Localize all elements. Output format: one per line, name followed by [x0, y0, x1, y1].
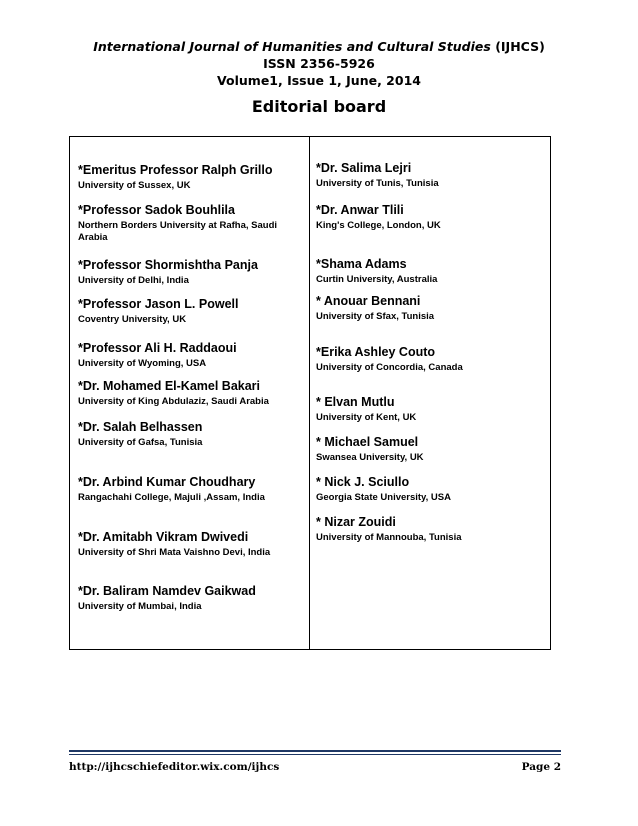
member-name: *Professor Sadok Bouhlila: [78, 203, 235, 217]
journal-header: [0, 38, 638, 89]
journal-abbrev: (IJHCS): [495, 39, 545, 54]
member-name: *Dr. Arbind Kumar Choudhary: [78, 475, 256, 489]
journal-title: International Journal of Humanities and Cultural Studies: [93, 39, 491, 54]
member-name: *Shama Adams: [316, 257, 407, 271]
board-member-left: [78, 379, 303, 408]
board-member-left: [78, 163, 303, 192]
page-footer: [69, 750, 561, 773]
member-affiliation: University of Concordia, Canada: [316, 362, 463, 373]
column-divider: [309, 137, 310, 649]
member-affiliation: King's College, London, UK: [316, 220, 441, 231]
member-name: *Emeritus Professor Ralph Grillo: [78, 163, 273, 177]
member-affiliation: Curtin University, Australia: [316, 274, 438, 285]
member-name: *Dr. Amitabh Vikram Dwivedi: [78, 530, 249, 544]
member-affiliation: University of Gafsa, Tunisia: [78, 437, 203, 448]
issn-line: ISSN 2356-5926: [263, 56, 375, 71]
board-member-left: [78, 258, 303, 287]
board-member-right: [316, 395, 546, 424]
member-name: * Anouar Bennani: [316, 294, 421, 308]
member-affiliation: Georgia State University, USA: [316, 492, 451, 503]
board-member-right: [316, 475, 546, 504]
board-member-left: [78, 530, 303, 559]
member-name: * Nick J. Sciullo: [316, 475, 410, 489]
member-name: *Professor Ali H. Raddaoui: [78, 341, 237, 355]
board-member-left: [78, 584, 303, 613]
member-affiliation: Coventry University, UK: [78, 314, 187, 325]
member-affiliation: Swansea University, UK: [316, 452, 424, 463]
board-member-left: [78, 420, 303, 449]
member-affiliation: University of King Abdulaziz, Saudi Arabia: [78, 396, 269, 407]
member-name: *Professor Jason L. Powell: [78, 297, 239, 311]
board-member-right: [316, 203, 546, 232]
board-member-right: [316, 161, 546, 190]
member-affiliation: University of Sussex, UK: [78, 180, 191, 191]
member-name: *Dr. Salima Lejri: [316, 161, 412, 175]
member-affiliation: University of Kent, UK: [316, 412, 417, 423]
board-member-left: [78, 475, 303, 504]
board-member-right: [316, 257, 546, 286]
board-member-left: [78, 203, 303, 244]
member-name: *Erika Ashley Couto: [316, 345, 436, 359]
member-affiliation: University of Tunis, Tunisia: [316, 178, 439, 189]
board-member-right: [316, 435, 546, 464]
member-name: * Michael Samuel: [316, 435, 419, 449]
member-affiliation: University of Wyoming, USA: [78, 358, 207, 369]
board-member-right: [316, 345, 546, 374]
board-member-left: [78, 341, 303, 370]
board-member-left: [78, 297, 303, 326]
footer-rule: [69, 750, 561, 752]
member-affiliation: University of Sfax, Tunisia: [316, 311, 435, 322]
member-affiliation: University of Shri Mata Vaishno Devi, India: [78, 547, 271, 558]
board-member-right: [316, 294, 546, 323]
page-number: Page 2: [521, 761, 561, 773]
editorial-board-table: [69, 136, 551, 650]
member-affiliation: Northern Borders University at Rafha, Saudi Arabia: [78, 220, 278, 243]
footer-rule-thin: [69, 754, 561, 755]
member-name: *Dr. Baliram Namdev Gaikwad: [78, 584, 256, 598]
member-name: * Nizar Zouidi: [316, 515, 396, 529]
footer-url-link[interactable]: http://ijhcschiefeditor.wix.com/ijhcs: [69, 761, 280, 773]
member-name: *Dr. Anwar Tlili: [316, 203, 404, 217]
member-name: *Dr. Salah Belhassen: [78, 420, 203, 434]
member-name: * Elvan Mutlu: [316, 395, 395, 409]
board-member-right: [316, 515, 546, 544]
page-title: Editorial board: [251, 97, 387, 116]
footer-row: [69, 761, 561, 773]
member-name: *Dr. Mohamed El-Kamel Bakari: [78, 379, 261, 393]
member-name: *Professor Shormishtha Panja: [78, 258, 258, 272]
journal-title-line: [0, 38, 638, 55]
member-affiliation: Rangachahi College, Majuli ,Assam, India: [78, 492, 265, 503]
member-affiliation: University of Delhi, India: [78, 275, 189, 286]
member-affiliation: University of Mumbai, India: [78, 601, 202, 612]
issue-line: Volume1, Issue 1, June, 2014: [217, 73, 421, 88]
member-affiliation: University of Mannouba, Tunisia: [316, 532, 462, 543]
